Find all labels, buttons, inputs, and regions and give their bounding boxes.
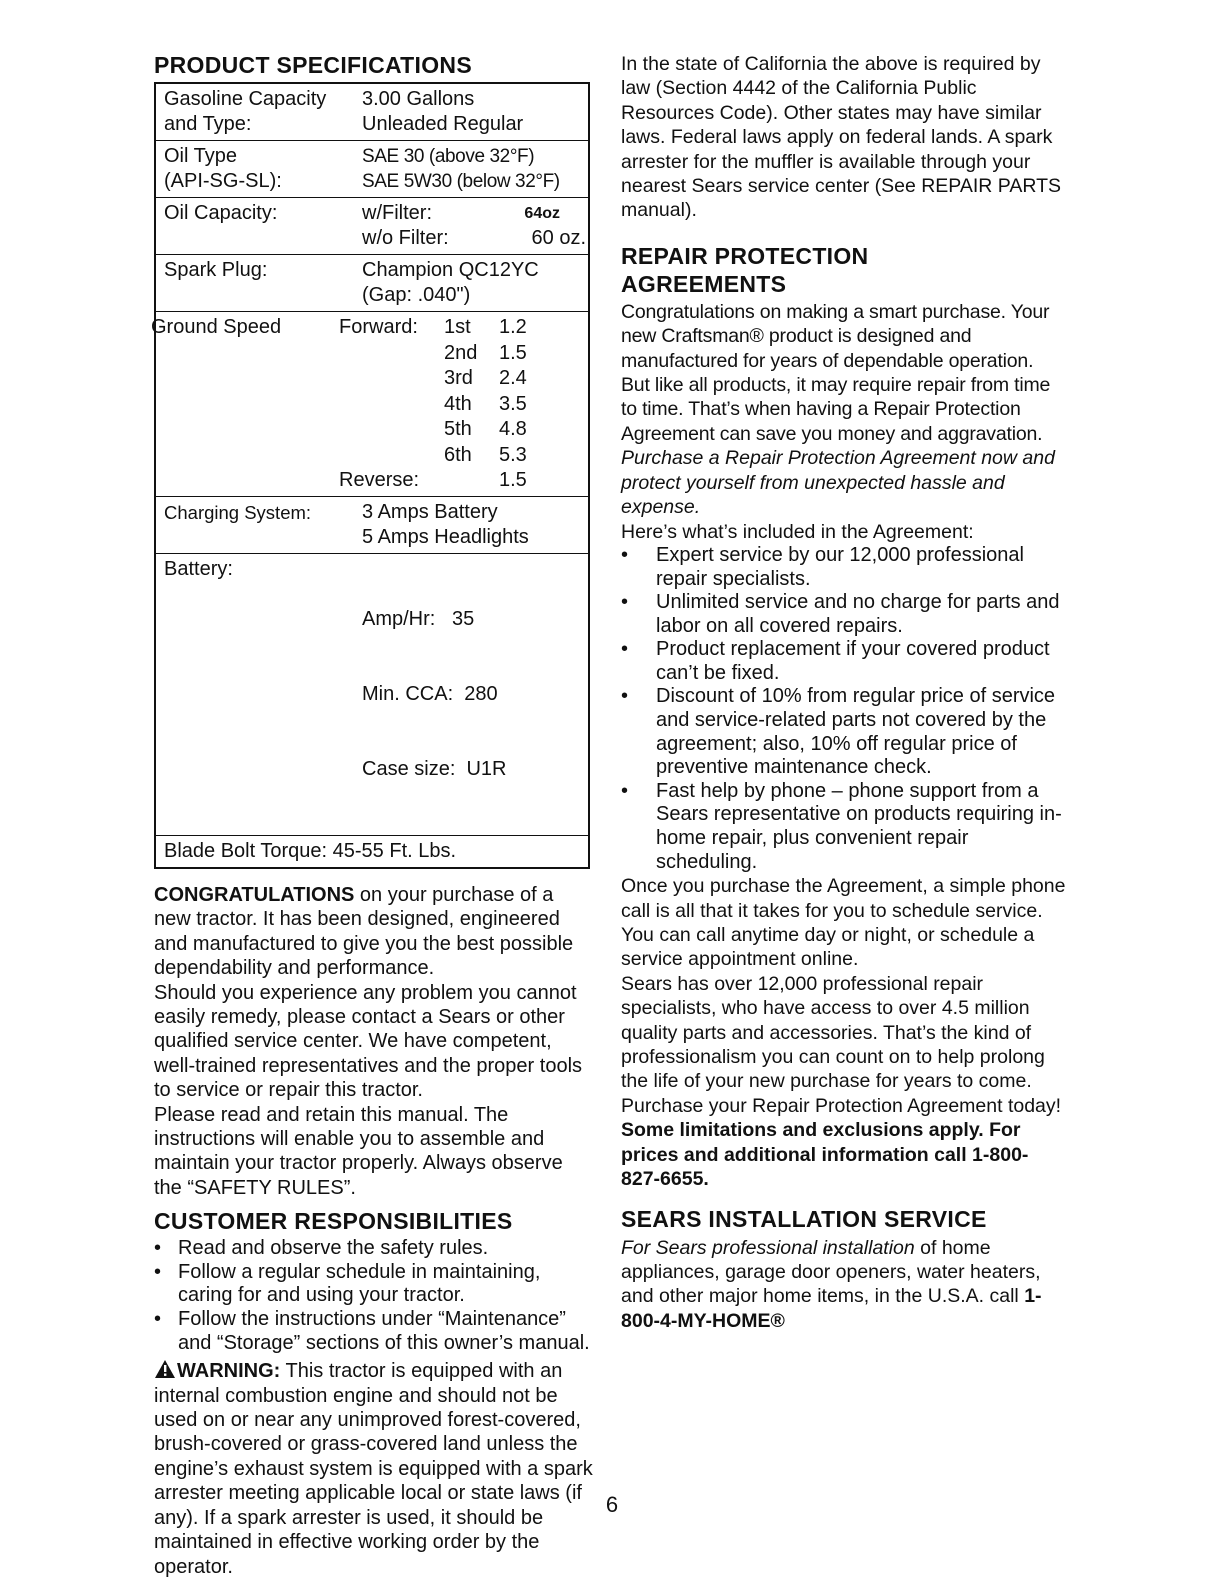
list-item: • Follow the instructions under “Maintenance” and “Storage” sections of this owner’s manual. xyxy=(154,1308,590,1354)
page-number: 6 xyxy=(605,1492,619,1517)
spec-row-oil-type: Oil Type (API-SG-SL): SAE 30 (above 32°F) SAE 5W30 (below 32°F) xyxy=(156,140,588,197)
list-item: • Follow a regular schedule in maintaining, caring for and using your tractor. xyxy=(154,1260,541,1307)
list-item: • Read and observe the safety rules. xyxy=(154,1237,489,1260)
customer-bullet-list xyxy=(154,1237,594,1355)
gear-label: 6th xyxy=(444,443,472,466)
gear-label: 2nd xyxy=(444,341,478,364)
spec-title: PRODUCT SPECIFICATIONS xyxy=(154,52,472,78)
gear-speed: 1.5 xyxy=(499,341,527,364)
repair-intro-paragraph: Congratulations on making a smart purchase. Your new Craftsman® product is designed and manufactured for years of dependable operation. But like all products, it may require repair from time to time. That’s when having a Repair Protection Agreement can save you money and aggravation. xyxy=(621,300,1051,445)
bullet-icon: • xyxy=(154,1260,162,1283)
right-column xyxy=(621,52,1066,1333)
list-item: • Discount of 10% from regular price of service and service-related parts not covered by the agreement; also, 10% off regular price of preventive maintenance check. xyxy=(621,685,1056,779)
congrats-paragraph: CONGRATULATIONS on your purchase of a new tractor. It has been designed, engineered and manufactured to give you the best possible dependability and performance. xyxy=(154,884,574,980)
sears-specialists-paragraph: Sears has over 12,000 professional repair specialists, who have access to over 4.5 million quality parts and accessories. That’s the kind of professionalism you can count on to help prolong the life of your new purchase for years to come. Purchase your Repair Protection Agreement today! xyxy=(621,972,1062,1117)
spec-row-spark-plug: Spark Plug: Champion QC12YC (Gap: .040") xyxy=(156,254,588,311)
retain-manual-paragraph: Please read and retain this manual. The instructions will enable you to assemble and maintain your tractor properly. Always observe the “SAFETY RULES”. xyxy=(154,1103,563,1199)
gear-speed: 2.4 xyxy=(499,367,527,389)
bullet-icon: • xyxy=(621,685,629,708)
warning-icon xyxy=(154,1359,176,1379)
bullet-icon: • xyxy=(154,1308,162,1331)
repair-bullet-list xyxy=(621,544,1066,874)
bullet-icon: • xyxy=(621,591,629,614)
spec-row-gasoline: Gasoline Capacity and Type: 3.00 Gallons Unleaded Regular xyxy=(164,88,524,135)
repair-title-line-1: REPAIR PROTECTION xyxy=(621,242,869,269)
spec-row-ground-speed: Ground Speed Forward: 1st 1.2 2nd 1.5 3rd 2.4 4th 3.5 5th 4.8 6th 5.3 Reverse: 1.5 xyxy=(156,311,588,496)
spec-row-blade-torque: Blade Bolt Torque: 45-55 Ft. Lbs. xyxy=(156,835,588,867)
gear-label: 5th xyxy=(444,418,472,440)
gear-speed: 1.2 xyxy=(499,316,527,338)
california-paragraph: In the state of California the above is required by law (Section 4442 of the California Public Resources Code). Other states may have similar laws. Federal laws apply on federal lands. A spark arrester for the muffler is available through your nearest Sears service center (See REPAIR PARTS manual). xyxy=(621,53,1062,222)
list-item: • Product replacement if your covered product can’t be fixed. xyxy=(621,638,1050,684)
warning-paragraph: WARNING: This tractor is equipped with an internal combustion engine and should not be used on or near any unimproved forest-covered, brush-covered or grass-covered land unless the engine’s exhaust system is equipped with a spark arrester meeting applicable local or state laws (if any). If a spark arrester is used, it should be maintained in effective working order by the operator. xyxy=(154,1360,593,1578)
spec-row-battery: Battery: Amp/Hr: 35 Min. CCA: 280 Case size: U1R xyxy=(156,553,588,835)
service-paragraph: Should you experience any problem you cannot easily remedy, please contact a Sears or other qualified service center. We have competent, well-trained representatives and the proper tools to service or repair this tractor. xyxy=(154,981,583,1102)
spec-table xyxy=(151,82,590,869)
gear-speed: 4.8 xyxy=(499,418,527,440)
list-item: • Expert service by our 12,000 professional repair specialists. xyxy=(621,543,1024,590)
repair-title-line-2: AGREEMENTS xyxy=(621,270,787,297)
repair-italic-paragraph: Purchase a Repair Protection Agreement now and protect yourself from unexpected hassle and expense. xyxy=(621,447,1055,519)
bullet-icon: • xyxy=(154,1237,162,1260)
list-item: • Unlimited service and no charge for parts and labor on all covered repairs. xyxy=(621,591,1060,637)
bullet-icon: • xyxy=(621,543,629,566)
left-column xyxy=(151,52,594,1579)
bullet-icon: • xyxy=(621,638,629,661)
speed-grid: Forward: 1st 1.2 2nd 1.5 3rd 2.4 4th 3.5 5th 4.8 6th 5.3 xyxy=(339,315,588,468)
customer-title: CUSTOMER RESPONSIBILITIES xyxy=(154,1208,513,1235)
spec-row-charging: Charging System: 3 Amps Battery 5 Amps Headlights xyxy=(156,496,588,553)
gear-label: 1st xyxy=(444,316,471,338)
gear-label: 3rd xyxy=(444,367,473,389)
once-purchase-paragraph: Once you purchase the Agreement, a simple phone call is all that it takes for you to schedule service. You can call anytime day or night, or schedule a service appointment online. xyxy=(621,875,1066,971)
repair-included-line: Here’s what’s included in the Agreement: xyxy=(621,520,974,543)
gear-speed: 5.3 xyxy=(499,443,527,466)
limitations-paragraph: Some limitations and exclusions apply. For prices and additional information call 1-800-827-6655. xyxy=(621,1119,1029,1191)
bullet-icon: • xyxy=(621,779,629,802)
install-paragraph: For Sears professional installation of home appliances, garage door openers, water heaters, and other major home items, in the U.S.A. call 1-800-4-MY-HOME® xyxy=(621,1236,1042,1332)
gear-speed: 3.5 xyxy=(499,392,527,415)
gear-label: 4th xyxy=(444,392,472,415)
spec-row-oil-capacity: Oil Capacity: w/Filter: 64oz w/o Filter: 60 oz. xyxy=(156,197,588,254)
list-item: • Fast help by phone – phone support from a Sears representative on products requiring in-home repair, plus convenient repair scheduling. xyxy=(621,779,1062,873)
install-title: SEARS INSTALLATION SERVICE xyxy=(621,1205,987,1232)
